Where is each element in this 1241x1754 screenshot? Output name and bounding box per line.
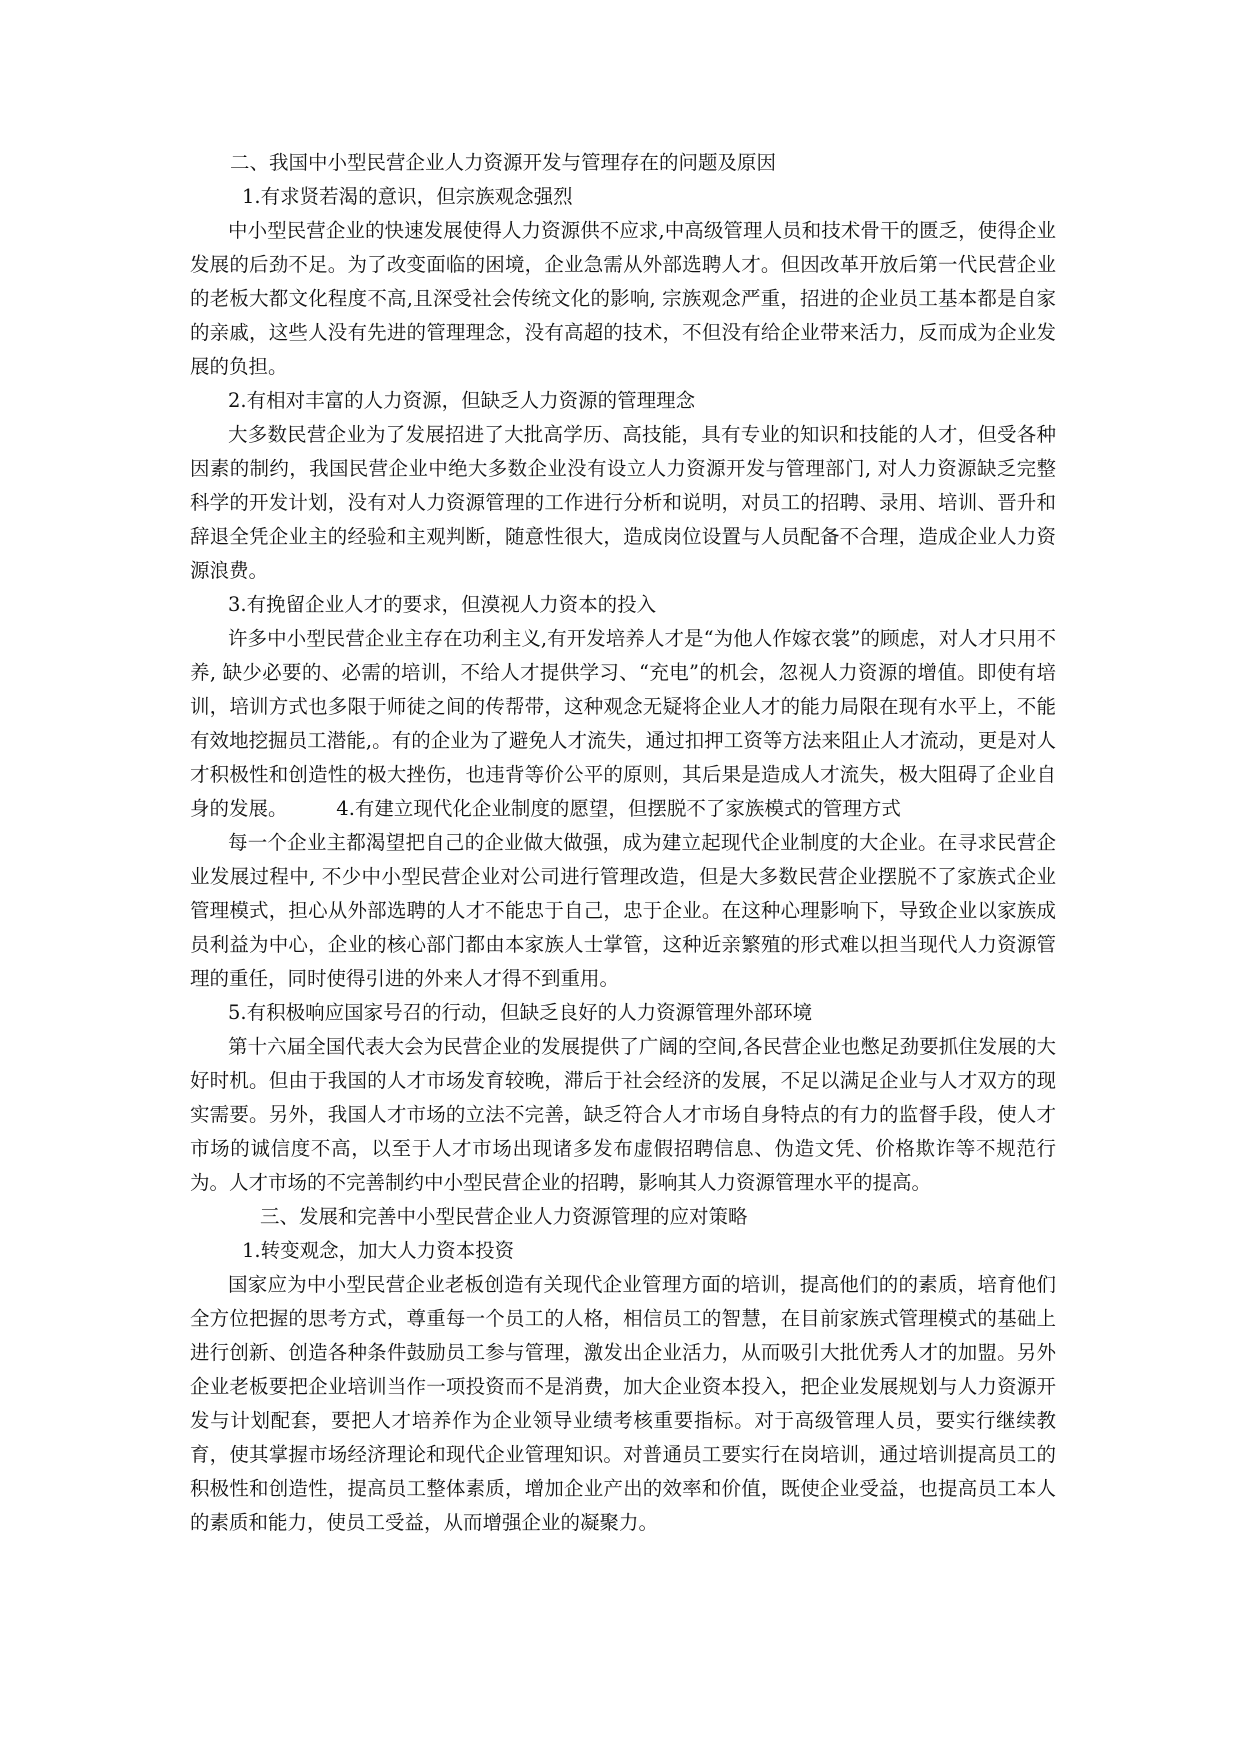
section-2-item-1-heading: 1.有求贤若渴的意识，但宗族观念强烈	[242, 185, 573, 208]
section-3-item-1-paragraph: 国家应为中小型民营企业老板创造有关现代企业管理方面的培训，提高他们的的素质，培育他们全方位把握的思考方式，尊重每一个员工的人格，相信员工的智慧，在目前家族式管理模式的基础上进行创新、创造各种条件鼓励员工参与管理，激发出企业活力，从而吸引大批优秀人才的加盟。另外企业老板要把企业培训当作一项投资而不是消费，加大企业资本投入，把企业发展规划与人力资源开发与计划配套，要把人才培养作为企业领导业绩考核重要指标。对于高级管理人员，要实行继续教育，使其掌握市场经济理论和现代企业管理知识。对普通员工要实行在岗培训，通过培训提高员工的积极性和创造性，提高员工整体素质，增加企业产出的效率和价值，既使企业受益，也提高员工本人的素质和能力，使员工受益，从而增强企业的凝聚力。	[190, 1273, 1056, 1534]
section-2-heading: 二、我国中小型民营企业人力资源开发与管理存在的问题及原因	[230, 151, 777, 174]
section-2-item-3-body: 许多中小型民营企业主存在功利主义,有开发培养人才是“为他人作嫁衣裳”的顾虑，对人才只用不养, 缺少必要的、必需的培训，不给人才提供学习、“充电”的机会，忽视人力资源的增值。即使有培训，培训方式也多限于师徒之间的传帮带，这种观念无疑将企业人才的能力局限在现有水平上，不能有效地挖掘员工潜能,。有的企业为了避免人才流失，通过扣押工资等方法来阻止人才流动，更是对人才积极性和创造性的极大挫伤，也违背等价公平的原则，其后果是造成人才流失，极大阻碍了企业自身的发展。	[190, 627, 1056, 820]
section-2-item-5-heading: 5.有积极响应国家号召的行动，但缺乏良好的人力资源管理外部环境	[228, 1001, 813, 1024]
section-2-item-2-paragraph: 大多数民营企业为了发展招进了大批高学历、高技能，具有专业的知识和技能的人才，但受各种因素的制约，我国民营企业中绝大多数企业没有设立人力资源开发与管理部门, 对人力资源缺乏完整科学的开发计划，没有对人力资源管理的工作进行分析和说明，对员工的招聘、录用、培训、晋升和辞退全凭企业主的经验和主观判断，随意性很大，造成岗位设置与人员配备不合理，造成企业人力资源浪费。	[190, 423, 1056, 582]
section-2-item-2-heading: 2.有相对丰富的人力资源，但缺乏人力资源的管理理念	[228, 389, 696, 412]
section-3-heading: 三、发展和完善中小型民营企业人力资源管理的应对策略	[260, 1205, 748, 1228]
document-page	[190, 146, 1056, 1540]
section-3-item-1-heading: 1.转变观念，加大人力资本投资	[242, 1239, 515, 1262]
section-2-item-3-paragraph	[190, 622, 1056, 826]
section-2-item-5-paragraph: 第十六届全国代表大会为民营企业的发展提供了广阔的空间,各民营企业也憋足劲要抓住发展的大好时机。但由于我国的人才市场发育较晚，滞后于社会经济的发展，不足以满足企业与人才双方的现实需要。另外，我国人才市场的立法不完善，缺乏符合人才市场自身特点的有力的监督手段，使人才市场的诚信度不高，以至于人才市场出现诸多发布虚假招聘信息、伪造文凭、价格欺诈等不规范行为。人才市场的不完善制约中小型民营企业的招聘，影响其人力资源管理水平的提高。	[190, 1035, 1056, 1194]
section-2-item-1-paragraph: 中小型民营企业的快速发展使得人力资源供不应求,中高级管理人员和技术骨干的匮乏，使得企业发展的后劲不足。为了改变面临的困境，企业急需从外部选聘人才。但因改革开放后第一代民营企业的老板大都文化程度不高,且深受社会传统文化的影响, 宗族观念严重，招进的企业员工基本都是自家的亲戚，这些人没有先进的管理理念，没有高超的技术，不但没有给企业带来活力，反而成为企业发展的负担。	[190, 219, 1056, 378]
section-2-item-4-heading: 4.有建立现代化企业制度的愿望，但摆脱不了家族模式的管理方式	[336, 797, 901, 820]
section-2-item-3-heading: 3.有挽留企业人才的要求，但漠视人力资本的投入	[228, 593, 657, 616]
section-2-item-4-paragraph: 每一个企业主都渴望把自己的企业做大做强，成为建立起现代企业制度的大企业。在寻求民营企业发展过程中, 不少中小型民营企业对公司进行管理改造，但是大多数民营企业摆脱不了家族式企业管理模式，担心从外部选聘的人才不能忠于自己，忠于企业。在这种心理影响下，导致企业以家族成员利益为中心，企业的核心部门都由本家族人士掌管，这种近亲繁殖的形式难以担当现代人力资源管理的重任，同时使得引进的外来人才得不到重用。	[190, 831, 1056, 990]
